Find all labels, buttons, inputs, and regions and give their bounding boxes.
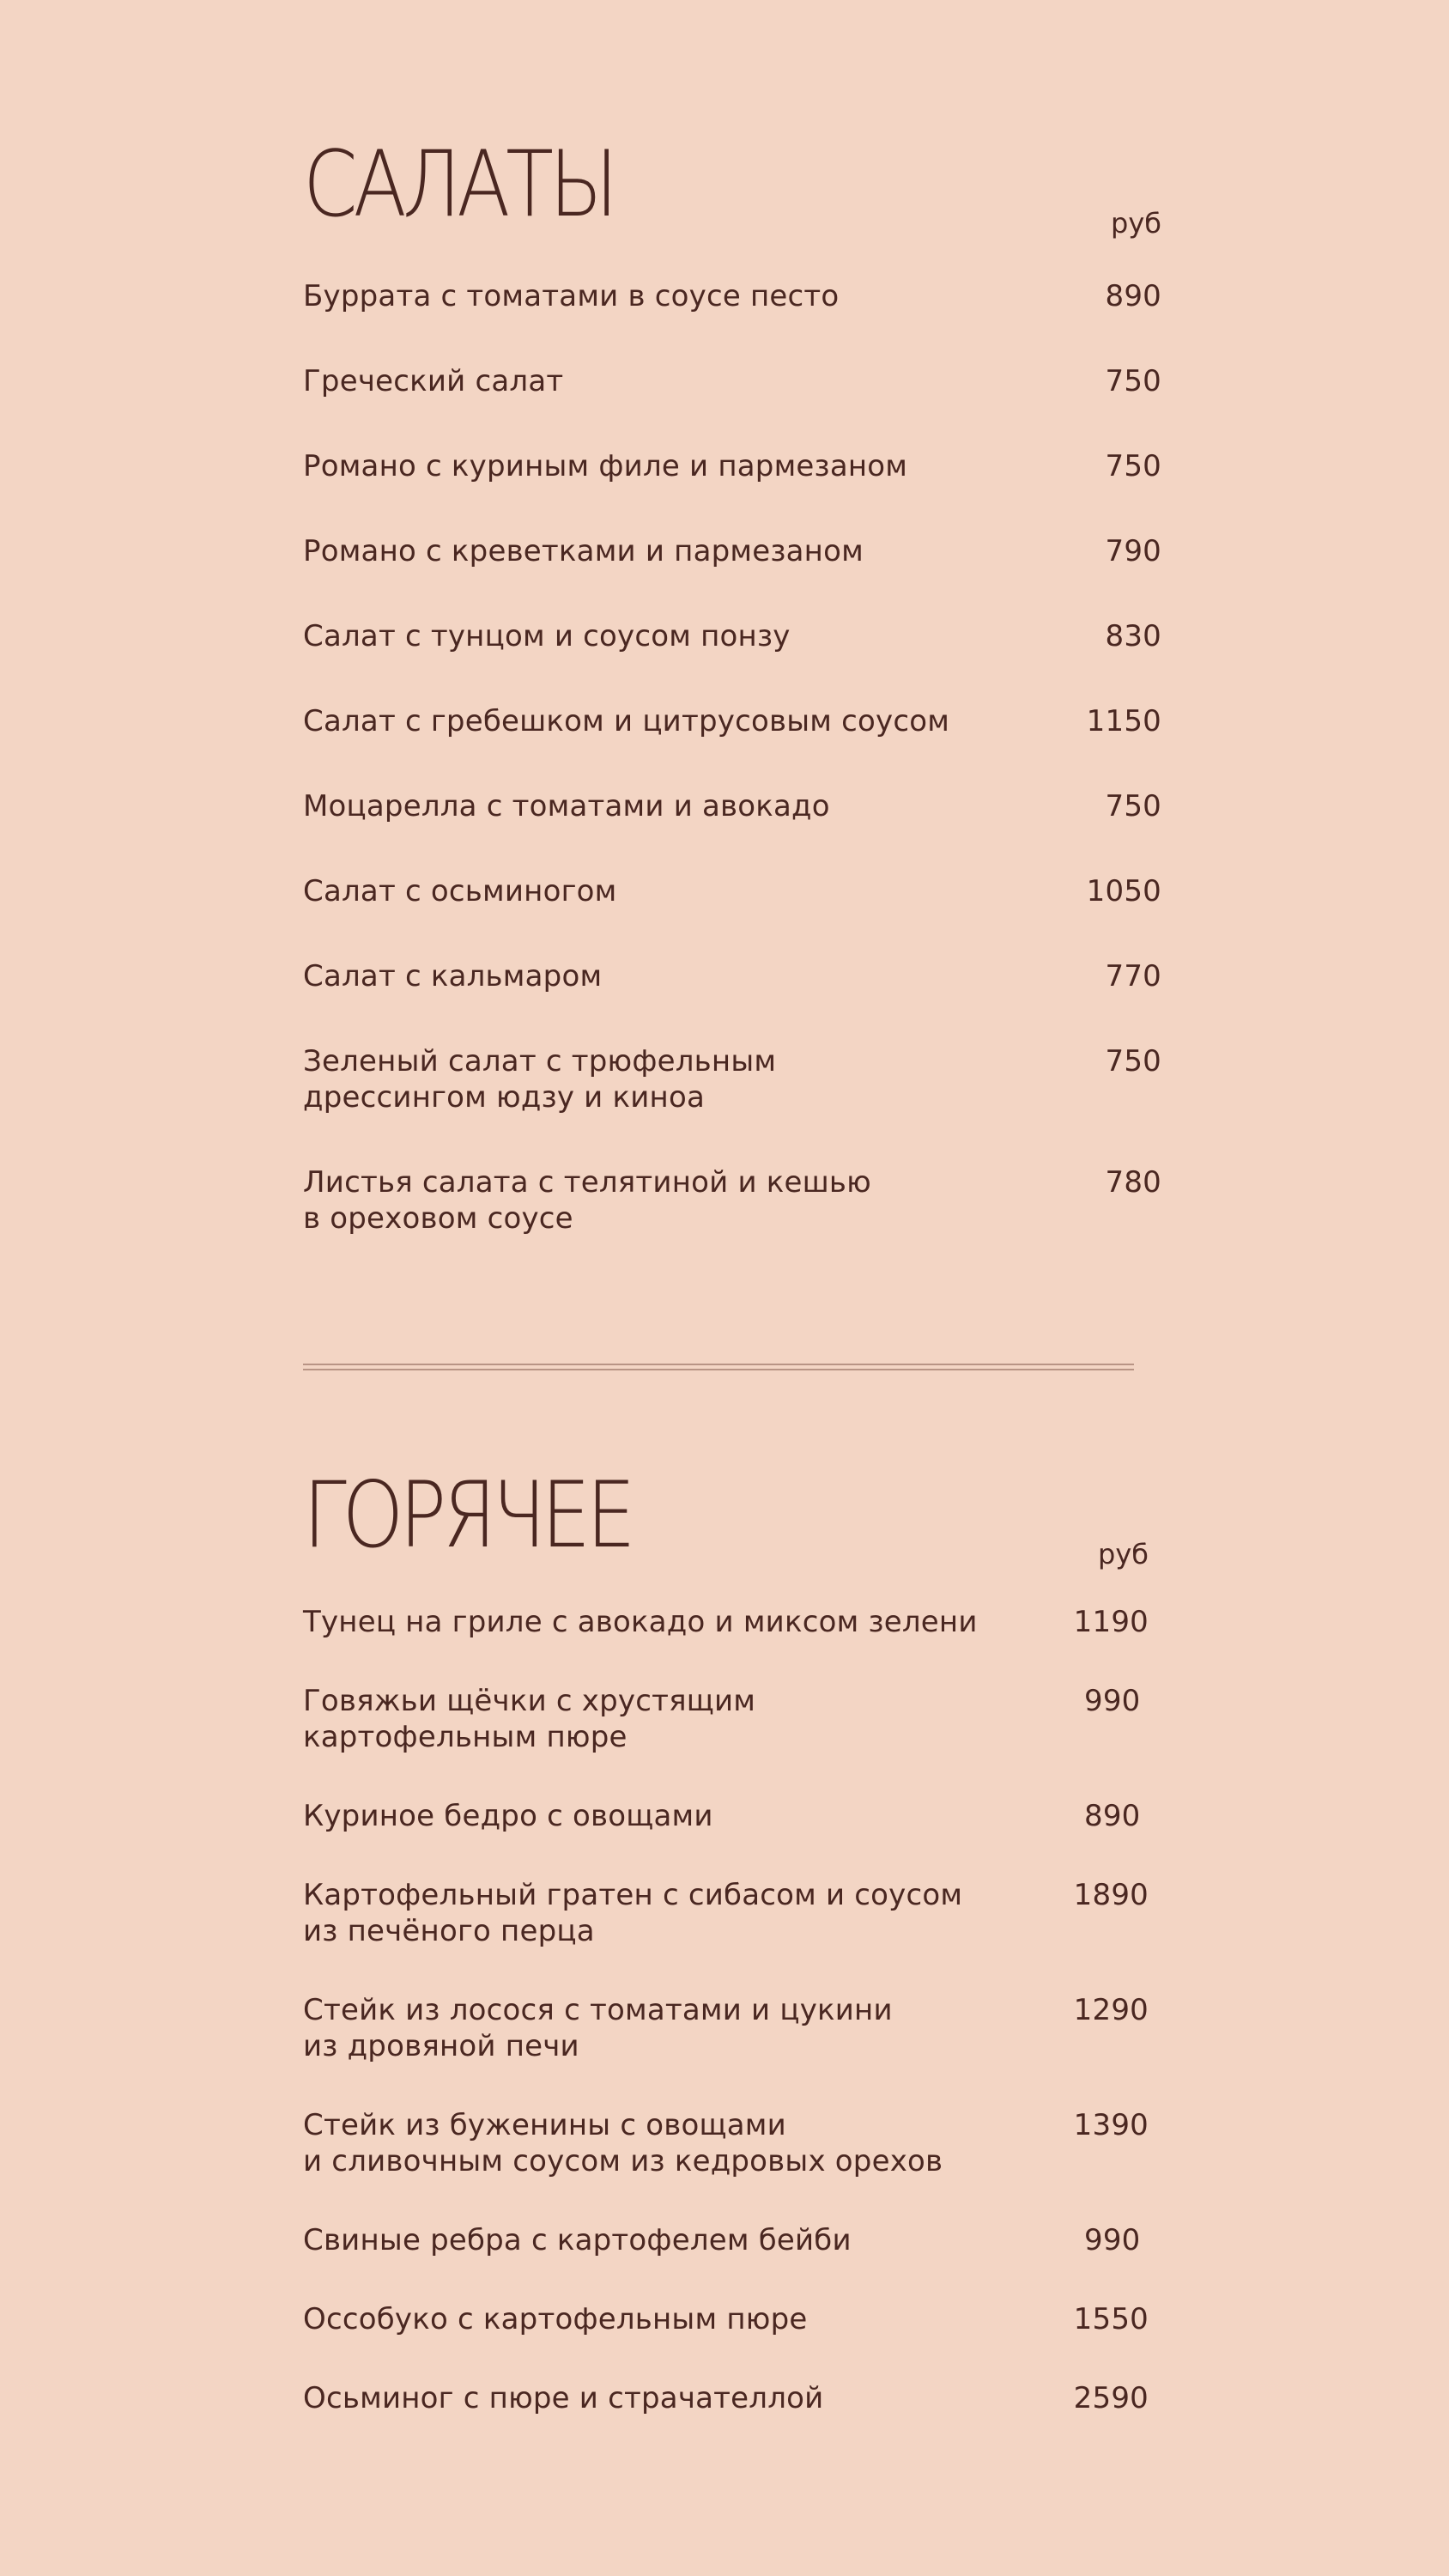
menu-item-price: 1190 [1073,1605,1149,1639]
menu-item [303,703,1161,739]
menu-item [303,618,1161,654]
salads-list [303,278,1161,1236]
menu-item [303,788,1161,824]
menu-item [303,1604,1149,1640]
salads-header [303,129,1161,240]
menu-item [303,2301,1149,2337]
menu-item-name: Тунец на гриле с авокадо и миксом зелени [303,1605,978,1639]
menu-item-price: 1150 [1086,704,1161,738]
hot-section [303,1460,1149,2459]
menu-item-price: 780 [1105,1165,1161,1200]
menu-item [303,2107,1149,2179]
menu-item-price: 1390 [1073,2108,1149,2142]
hot-currency-label: руб [1098,1538,1149,1571]
menu-item-name: Стейк из буженины с овощами и сливочным соусом из кедровых орехов [303,2108,943,2178]
hot-list [303,1604,1149,2416]
menu-item [303,958,1161,994]
hot-title: ГОРЯЧЕЕ [303,1462,632,1568]
section-divider [303,1364,1134,1370]
menu-item-price: 2590 [1073,2381,1149,2415]
menu-item-name: Листья салата с телятиной и кешью в ореховом соусе [303,1165,871,1236]
menu-item [303,2380,1149,2416]
menu-item [303,1683,1149,1755]
menu-item [303,1877,1149,1949]
menu-item-name: Картофельный гратен с сибасом и соусом из печёного перца [303,1878,963,1948]
menu-item [303,363,1161,399]
menu-item-name: Говяжьи щёчки с хрустящим картофельным пюре [303,1684,756,1754]
hot-header [303,1460,1149,1571]
menu-item-name: Зеленый салат с трюфельным дрессингом юдзу и киноа [303,1044,777,1115]
menu-item-name: Салат с тунцом и соусом понзу [303,619,791,653]
menu-item-price: 770 [1105,959,1161,993]
menu-item-name: Салат с осьминогом [303,874,617,908]
menu-item-price: 830 [1105,619,1161,653]
menu-item-price: 890 [1105,279,1161,313]
menu-item-name: Оссобуко с картофельным пюре [303,2302,808,2336]
menu-item-name: Буррата с томатами в соусе песто [303,279,840,313]
salads-currency-label: руб [1111,207,1161,240]
menu-item-name: Романо с куриным филе и пармезаном [303,449,908,483]
menu-item-name: Салат с гребешком и цитрусовым соусом [303,704,950,738]
menu-item [303,1992,1149,2064]
menu-item-name: Моцарелла с томатами и авокадо [303,789,830,823]
menu-item-name: Осьминог с пюре и страчателлой [303,2381,824,2415]
menu-item-name: Греческий салат [303,364,564,398]
salads-title: САЛАТЫ [303,131,615,237]
menu-item-price: 1890 [1073,1878,1149,1912]
menu-item-price: 890 [1084,1799,1141,1833]
menu-item-price: 750 [1105,449,1161,483]
salads-section [303,129,1161,1285]
menu-item [303,873,1161,909]
menu-item [303,2222,1149,2258]
menu-item-price: 990 [1084,2223,1141,2257]
menu-item [303,278,1161,314]
menu-item-price: 990 [1084,1684,1141,1718]
menu-item [303,1164,1161,1236]
menu-item-price: 1050 [1086,874,1161,908]
menu-item [303,1043,1161,1115]
menu-item-price: 750 [1105,364,1161,398]
menu-item-name: Свиные ребра с картофелем бейби [303,2223,852,2257]
menu-item-price: 750 [1105,789,1161,823]
menu-item-name: Салат с кальмаром [303,959,603,993]
menu-item-price: 1550 [1073,2302,1149,2336]
menu-item-price: 750 [1105,1044,1161,1078]
menu-item-price: 790 [1105,534,1161,568]
menu-item-name: Куриное бедро с овощами [303,1799,713,1833]
menu-item [303,448,1161,484]
menu-item [303,533,1161,569]
menu-item-price: 1290 [1073,1993,1149,2027]
menu-item-name: Романо с креветками и пармезаном [303,534,864,568]
menu-item-name: Стейк из лосося с томатами и цукини из дровяной печи [303,1993,893,2063]
menu-item [303,1798,1149,1834]
